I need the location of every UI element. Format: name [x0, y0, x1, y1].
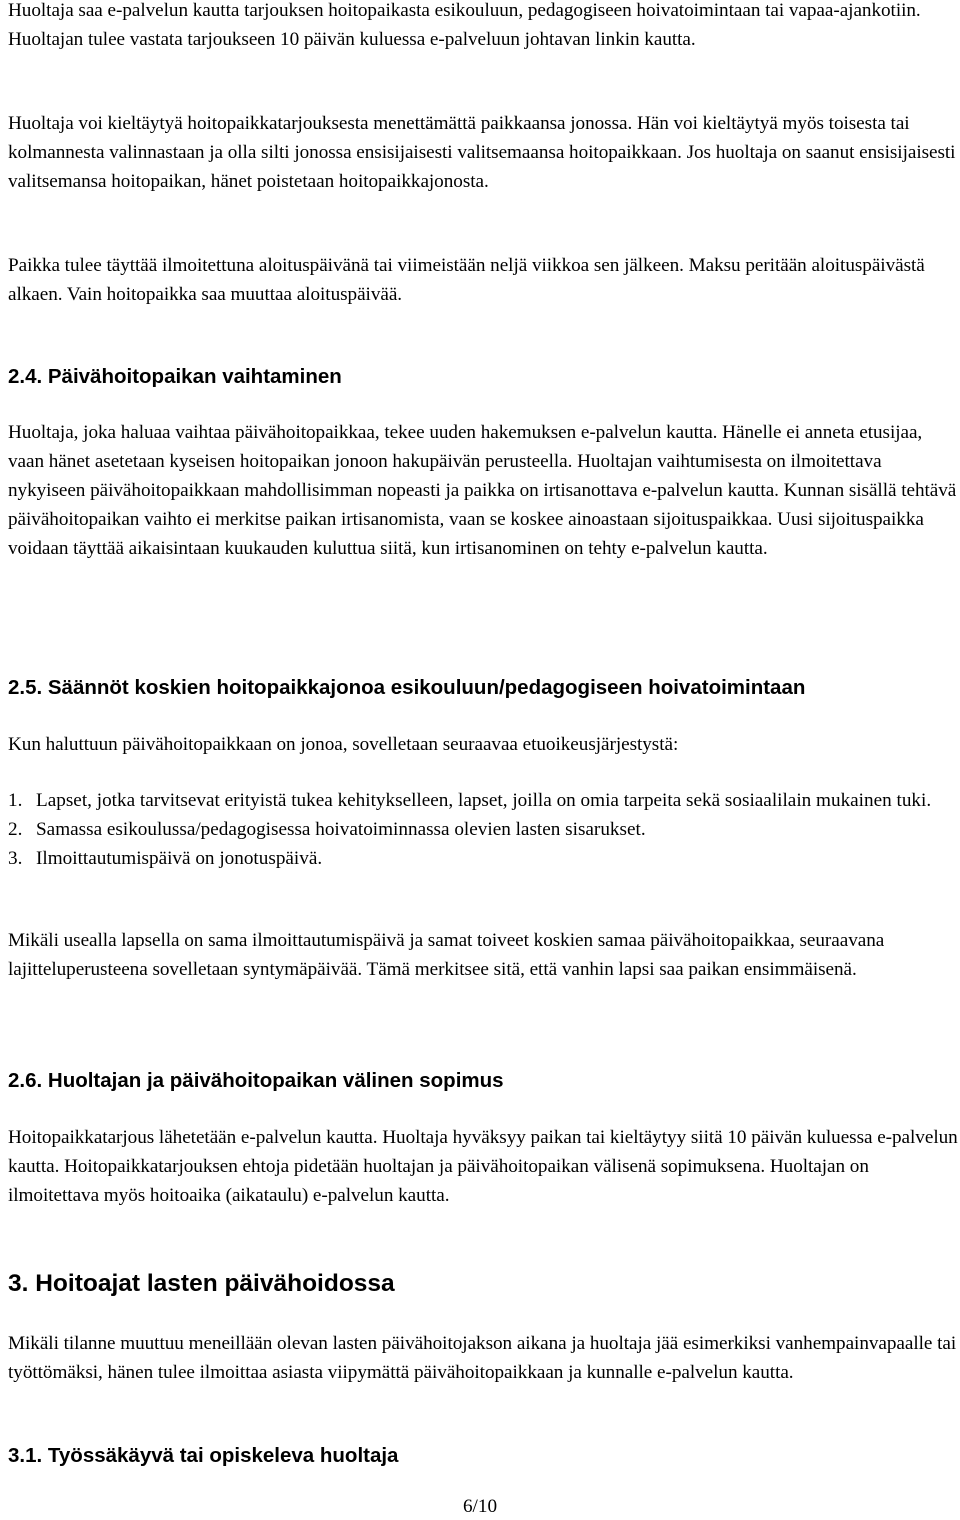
- paragraph-3-body: Mikäli tilanne muuttuu meneillään olevan lasten päivähoitojakson aikana ja huoltaja jää esimerkiksi vanhempainvapaalle tai työttömäksi, hänen tulee ilmoittaa asiasta viipymättä päivähoitopaikkaan ja kunnalle e-palvelun kautta.: [8, 1333, 957, 1383]
- section-heading-3: 3. Hoitoajat lasten päivähoidossa: [8, 1270, 395, 1297]
- list-item-text: Ilmoittautumispäivä on jonotuspäivä.: [36, 848, 323, 869]
- paragraph-2-6-body: Hoitopaikkatarjous lähetetään e-palvelun kautta. Huoltaja hyväksyy paikan tai kieltäytyy siitä 10 päivän kuluessa e-palvelun kautta. Hoitopaikkatarjouksen ehtoja pidetään huoltajan ja päivähoitopaikan välisenä sopimuksena. Huoltajan on ilmoitettava myös hoitoaika (aikataulu) e-palvelun kautta.: [8, 1127, 958, 1206]
- list-item-number: 1.: [8, 790, 23, 811]
- section-heading-3-1: 3.1. Työssäkäyvä tai opiskeleva huoltaja: [8, 1444, 399, 1467]
- list-item-number: 3.: [8, 848, 23, 869]
- list-item: [8, 786, 958, 815]
- section-heading-2-5: 2.5. Säännöt koskien hoitopaikkajonoa esikouluun/pedagogiseen hoivatoimintaan: [8, 676, 806, 699]
- paragraph-2-4-body: Huoltaja, joka haluaa vaihtaa päivähoitopaikkaa, tekee uuden hakemuksen e-palvelun kautta. Hänelle ei anneta etusijaa, vaan hänet asetetaan kyseisen hoitopaikan jonoon hakupäivän perusteella. Huoltajan vaihtumisesta on ilmoitettava nykyiseen päivähoitopaikkaan mahdollisimman nopeasti ja paikka on irtisanottava e-palvelun kautta. Kunnan sisällä tehtävä päivähoitopaikan vaihto ei merkitse paikan irtisanomista, vaan se koskee ainoastaan sijoituspaikkaa. Uusi sijoituspaikka voidaan täyttää aikaisintaan kuukauden kuluttua siitä, kun irtisanominen on tehty e-palvelun kautta.: [8, 422, 957, 559]
- list-item: [8, 815, 958, 844]
- page-number: 6/10: [462, 1496, 498, 1517]
- priority-list: [8, 786, 958, 873]
- list-item-text: Lapset, jotka tarvitsevat erityistä tukea kehitykselleen, lapset, joilla on omia tarpeita sekä sosiaalilain mukainen tuki.: [36, 790, 932, 811]
- section-heading-2-4: 2.4. Päivähoitopaikan vaihtaminen: [8, 365, 342, 388]
- section-heading-2-6: 2.6. Huoltajan ja päivähoitopaikan välinen sopimus: [8, 1069, 504, 1092]
- paragraph-2-5-outro: Mikäli usealla lapsella on sama ilmoittautumispäivä ja samat toiveet koskien samaa päivähoitopaikkaa, seuraavana lajitteluperusteena sovelletaan syntymäpäivää. Tämä merkitsee sitä, että vanhin lapsi saa paikan ensimmäisenä.: [8, 930, 885, 980]
- list-item-text: Samassa esikoulussa/pedagogisessa hoivatoiminnassa olevien lasten sisarukset.: [36, 819, 646, 840]
- paragraph-start-date-info: Paikka tulee täyttää ilmoitettuna aloituspäivänä tai viimeistään neljä viikkoa sen jälkeen. Maksu peritään aloituspäivästä alkaen. Vain hoitopaikka saa muuttaa aloituspäivää.: [8, 255, 925, 305]
- paragraph-offer-info: Huoltaja saa e-palvelun kautta tarjouksen hoitopaikasta esikouluun, pedagogiseen hoivatoimintaan tai vapaa-ajankotiin. Huoltajan tulee vastata tarjoukseen 10 päivän kuluessa e-palveluun johtavan linkin kautta.: [8, 0, 921, 50]
- list-item: [8, 844, 958, 873]
- list-item-number: 2.: [8, 819, 23, 840]
- paragraph-2-5-intro: Kun haluttuun päivähoitopaikkaan on jonoa, sovelletaan seuraavaa etuoikeusjärjestystä:: [8, 734, 679, 755]
- paragraph-refusal-info: Huoltaja voi kieltäytyä hoitopaikkatarjouksesta menettämättä paikkaansa jonossa. Hän voi kieltäytyä myös toisesta tai kolmannesta valinnastaan ja olla silti jonossa ensisijaisesti valitsemaansa hoitopaikkaan. Jos huoltaja on saanut ensisijaisesti valitsemansa hoitopaikan, hänet poistetaan hoitopaikkajonosta.: [8, 113, 956, 192]
